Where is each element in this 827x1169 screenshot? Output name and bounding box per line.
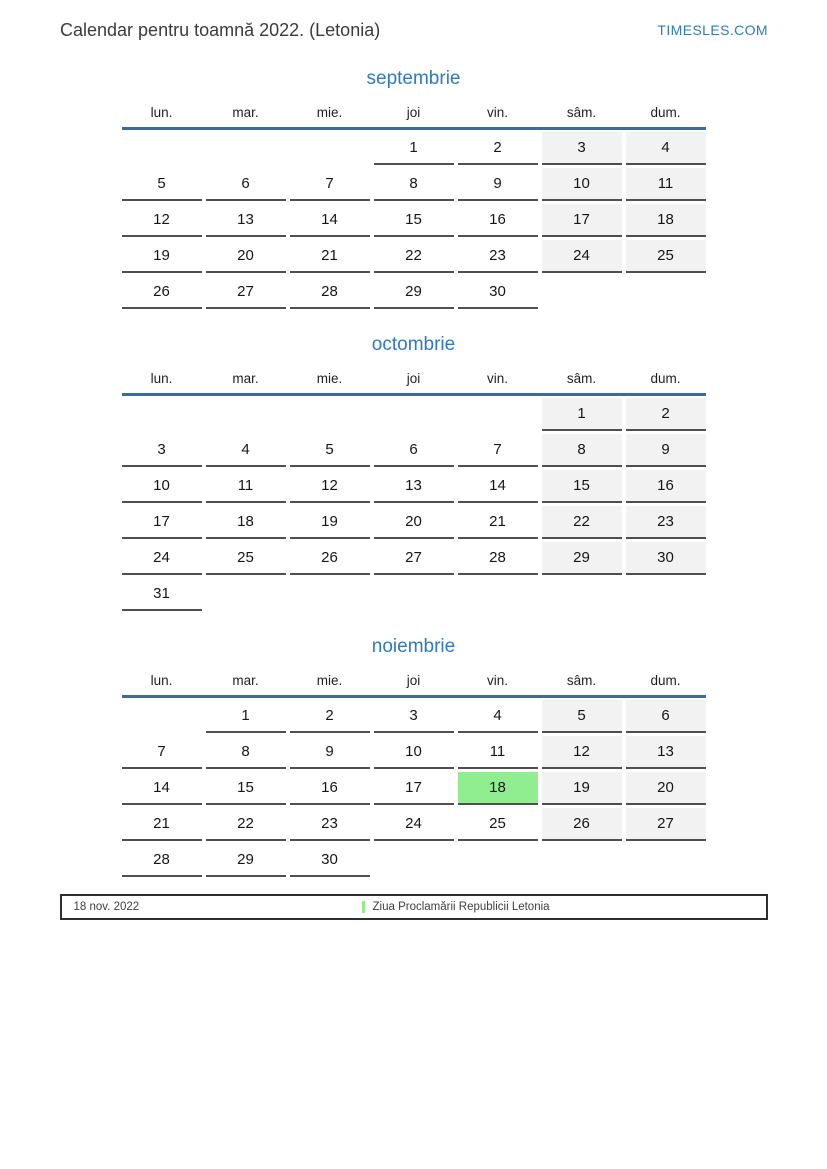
month-header-line xyxy=(122,127,706,130)
legend-holiday-entry xyxy=(362,896,550,918)
day-cell: 24 xyxy=(122,542,202,575)
day-cell: 19 xyxy=(122,240,202,273)
day-cell: 23 xyxy=(458,240,538,273)
day-cell: 11 xyxy=(626,168,706,201)
day-cell-empty xyxy=(374,578,454,611)
page-title: Calendar pentru toamnă 2022. (Letonia) xyxy=(60,20,381,40)
day-cell-empty xyxy=(626,578,706,611)
weeks-grid xyxy=(122,398,706,614)
day-cell: 29 xyxy=(206,844,286,877)
day-cell: 28 xyxy=(458,542,538,575)
day-cell: 6 xyxy=(626,700,706,733)
day-cell: 5 xyxy=(290,434,370,467)
day-cell: 16 xyxy=(290,772,370,805)
day-cell: 27 xyxy=(374,542,454,575)
week-row xyxy=(122,132,706,168)
month-octombrie xyxy=(122,333,706,614)
weekday-label: sâm. xyxy=(566,105,597,120)
week-row xyxy=(122,276,706,312)
day-cell: 16 xyxy=(458,204,538,237)
weekday-header-row xyxy=(122,105,706,120)
month-septembrie xyxy=(122,67,706,312)
day-cell-empty xyxy=(290,398,370,431)
day-cell: 30 xyxy=(290,844,370,877)
day-cell: 17 xyxy=(374,772,454,805)
weekday-label: mie. xyxy=(316,105,343,120)
month-title: octombrie xyxy=(371,334,456,355)
day-cell: 10 xyxy=(542,168,622,201)
day-cell: 30 xyxy=(458,276,538,309)
week-row xyxy=(122,808,706,844)
day-cell: 6 xyxy=(374,434,454,467)
day-cell: 1 xyxy=(206,700,286,733)
day-cell: 14 xyxy=(290,204,370,237)
weekday-label: mar. xyxy=(232,673,259,688)
day-cell-empty xyxy=(206,132,286,165)
day-cell: 6 xyxy=(206,168,286,201)
day-cell: 3 xyxy=(122,434,202,467)
day-cell-empty xyxy=(626,276,706,309)
day-cell: 18 xyxy=(458,772,538,805)
day-cell: 9 xyxy=(458,168,538,201)
day-cell: 2 xyxy=(290,700,370,733)
weekday-label: sâm. xyxy=(566,673,597,688)
weekday-label: lun. xyxy=(150,105,173,120)
day-cell: 25 xyxy=(626,240,706,273)
weekday-label: dum. xyxy=(650,105,681,120)
day-cell: 25 xyxy=(458,808,538,841)
day-cell: 4 xyxy=(626,132,706,165)
day-cell-empty xyxy=(290,578,370,611)
weekday-label: mar. xyxy=(232,105,259,120)
day-cell: 20 xyxy=(374,506,454,539)
day-cell: 29 xyxy=(542,542,622,575)
week-row xyxy=(122,204,706,240)
weekday-label: mie. xyxy=(316,371,343,386)
day-cell: 12 xyxy=(290,470,370,503)
day-cell: 8 xyxy=(542,434,622,467)
weekday-label: vin. xyxy=(486,105,508,120)
day-cell-empty xyxy=(374,398,454,431)
page-header xyxy=(0,19,827,41)
day-cell: 26 xyxy=(542,808,622,841)
day-cell: 19 xyxy=(542,772,622,805)
day-cell: 2 xyxy=(626,398,706,431)
day-cell: 4 xyxy=(458,700,538,733)
week-row xyxy=(122,470,706,506)
day-cell: 14 xyxy=(122,772,202,805)
day-cell: 20 xyxy=(206,240,286,273)
day-cell-empty xyxy=(122,700,202,733)
day-cell: 11 xyxy=(458,736,538,769)
weekday-label: vin. xyxy=(486,673,508,688)
site-link[interactable]: TIMESLES.COM xyxy=(657,22,768,38)
day-cell-empty xyxy=(542,276,622,309)
day-cell: 22 xyxy=(374,240,454,273)
day-cell-empty xyxy=(458,578,538,611)
day-cell: 19 xyxy=(290,506,370,539)
day-cell: 21 xyxy=(458,506,538,539)
day-cell-empty xyxy=(290,132,370,165)
legend-holiday-label: Ziua Proclamării Republicii Letonia xyxy=(372,901,550,913)
weekday-label: joi xyxy=(406,371,421,386)
day-cell: 7 xyxy=(122,736,202,769)
day-cell: 12 xyxy=(122,204,202,237)
week-row xyxy=(122,398,706,434)
day-cell: 23 xyxy=(626,506,706,539)
month-header-line xyxy=(122,393,706,396)
day-cell-empty xyxy=(458,398,538,431)
day-cell: 9 xyxy=(626,434,706,467)
day-cell-empty xyxy=(122,398,202,431)
day-cell: 13 xyxy=(626,736,706,769)
legend-box xyxy=(60,894,768,920)
day-cell: 25 xyxy=(206,542,286,575)
day-cell-empty xyxy=(626,844,706,877)
day-cell: 16 xyxy=(626,470,706,503)
day-cell: 20 xyxy=(626,772,706,805)
month-header-line xyxy=(122,695,706,698)
day-cell: 23 xyxy=(290,808,370,841)
weekday-header-row xyxy=(122,371,706,386)
day-cell: 7 xyxy=(458,434,538,467)
month-noiembrie xyxy=(122,635,706,880)
weekday-label: vin. xyxy=(486,371,508,386)
day-cell: 3 xyxy=(542,132,622,165)
day-cell: 21 xyxy=(290,240,370,273)
weeks-grid xyxy=(122,700,706,880)
day-cell: 17 xyxy=(542,204,622,237)
day-cell: 2 xyxy=(458,132,538,165)
week-row xyxy=(122,736,706,772)
week-row xyxy=(122,772,706,808)
day-cell: 9 xyxy=(290,736,370,769)
weekday-label: joi xyxy=(406,673,421,688)
day-cell: 1 xyxy=(374,132,454,165)
week-row xyxy=(122,434,706,470)
day-cell: 15 xyxy=(542,470,622,503)
weekday-label: dum. xyxy=(650,371,681,386)
day-cell: 28 xyxy=(290,276,370,309)
day-cell-empty xyxy=(122,132,202,165)
weekday-label: joi xyxy=(406,105,421,120)
day-cell: 29 xyxy=(374,276,454,309)
day-cell: 11 xyxy=(206,470,286,503)
day-cell: 24 xyxy=(374,808,454,841)
day-cell: 5 xyxy=(122,168,202,201)
months-container xyxy=(122,67,706,880)
day-cell: 8 xyxy=(374,168,454,201)
day-cell: 18 xyxy=(626,204,706,237)
day-cell: 1 xyxy=(542,398,622,431)
day-cell: 26 xyxy=(122,276,202,309)
week-row xyxy=(122,844,706,880)
day-cell: 3 xyxy=(374,700,454,733)
weeks-grid xyxy=(122,132,706,312)
weekday-label: dum. xyxy=(650,673,681,688)
day-cell: 15 xyxy=(206,772,286,805)
day-cell: 7 xyxy=(290,168,370,201)
week-row xyxy=(122,578,706,614)
day-cell: 10 xyxy=(374,736,454,769)
day-cell: 26 xyxy=(290,542,370,575)
week-row xyxy=(122,240,706,276)
day-cell: 14 xyxy=(458,470,538,503)
week-row xyxy=(122,506,706,542)
day-cell-empty xyxy=(206,578,286,611)
day-cell: 27 xyxy=(206,276,286,309)
day-cell-empty xyxy=(206,398,286,431)
weekday-label: sâm. xyxy=(566,371,597,386)
month-title: septembrie xyxy=(366,68,461,89)
day-cell-empty xyxy=(542,578,622,611)
weekday-label: lun. xyxy=(150,371,173,386)
day-cell: 22 xyxy=(542,506,622,539)
weekday-label: mie. xyxy=(316,673,343,688)
day-cell-empty xyxy=(458,844,538,877)
day-cell: 13 xyxy=(374,470,454,503)
weekday-label: mar. xyxy=(232,371,259,386)
day-cell: 13 xyxy=(206,204,286,237)
day-cell: 18 xyxy=(206,506,286,539)
day-cell: 21 xyxy=(122,808,202,841)
week-row xyxy=(122,542,706,578)
day-cell: 5 xyxy=(542,700,622,733)
day-cell-empty xyxy=(374,844,454,877)
day-cell: 12 xyxy=(542,736,622,769)
week-row xyxy=(122,700,706,736)
day-cell: 17 xyxy=(122,506,202,539)
month-title: noiembrie xyxy=(371,636,456,657)
weekday-header-row xyxy=(122,673,706,688)
week-row xyxy=(122,168,706,204)
day-cell: 28 xyxy=(122,844,202,877)
day-cell: 22 xyxy=(206,808,286,841)
day-cell: 31 xyxy=(122,578,202,611)
legend-date: 18 nov. 2022 xyxy=(73,901,140,913)
day-cell: 27 xyxy=(626,808,706,841)
day-cell-empty xyxy=(542,844,622,877)
day-cell: 8 xyxy=(206,736,286,769)
day-cell: 4 xyxy=(206,434,286,467)
day-cell: 10 xyxy=(122,470,202,503)
holiday-marker-icon xyxy=(362,901,365,913)
day-cell: 24 xyxy=(542,240,622,273)
day-cell: 15 xyxy=(374,204,454,237)
day-cell: 30 xyxy=(626,542,706,575)
weekday-label: lun. xyxy=(150,673,173,688)
